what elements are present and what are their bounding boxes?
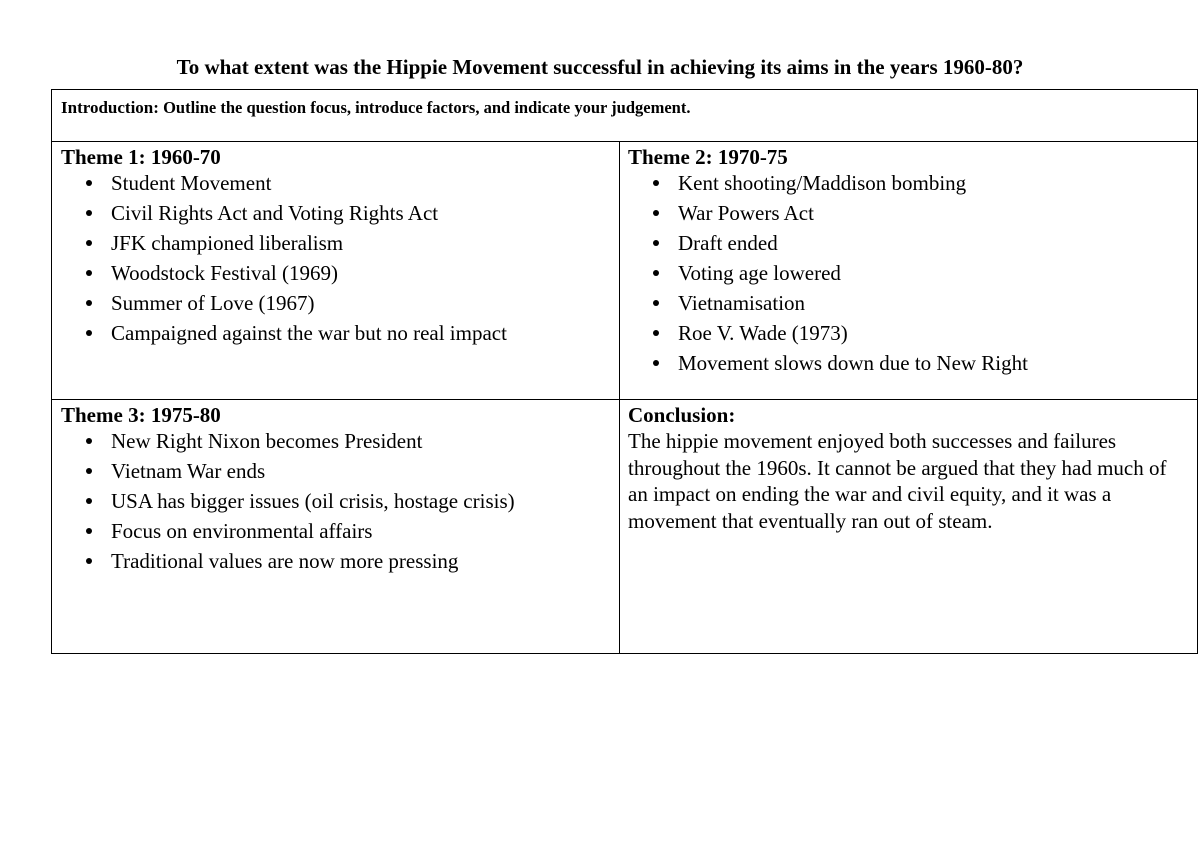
bullet-icon <box>653 240 659 246</box>
bullet-icon <box>86 300 92 306</box>
list-item-text: Vietnam War ends <box>111 459 266 483</box>
list-item-text: Draft ended <box>678 231 778 255</box>
introduction-cell <box>52 90 1197 142</box>
theme1-cell <box>52 142 620 400</box>
list-item <box>653 228 1189 258</box>
theme3-heading: Theme 3: 1975-80 <box>61 403 221 427</box>
bullet-icon <box>86 558 92 564</box>
bullet-icon <box>653 210 659 216</box>
bullet-icon <box>86 180 92 186</box>
theme2-list <box>628 168 1189 378</box>
list-item-text: New Right Nixon becomes President <box>111 429 423 453</box>
bullet-icon <box>86 240 92 246</box>
list-item <box>86 228 611 258</box>
list-item <box>86 456 611 486</box>
list-item-text: War Powers Act <box>678 201 814 225</box>
theme2-heading: Theme 2: 1970-75 <box>628 145 788 169</box>
bullet-icon <box>653 330 659 336</box>
bullet-icon <box>86 270 92 276</box>
conclusion-heading: Conclusion: <box>628 403 736 427</box>
list-item <box>653 318 1189 348</box>
bullet-icon <box>86 498 92 504</box>
bullet-icon <box>86 210 92 216</box>
list-item-text: Campaigned against the war but no real impact <box>111 321 507 345</box>
list-item-text: Focus on environmental affairs <box>111 519 373 543</box>
bullet-icon <box>653 270 659 276</box>
theme1-list <box>61 168 611 348</box>
page-title: To what extent was the Hippie Movement successful in achieving its aims in the years 1960-80? <box>176 55 1024 79</box>
list-item <box>653 198 1189 228</box>
list-item-text: Roe V. Wade (1973) <box>678 321 848 345</box>
list-item <box>653 288 1189 318</box>
bullet-icon <box>86 330 92 336</box>
list-item-text: Summer of Love (1967) <box>111 291 315 315</box>
introduction-label: Introduction: <box>61 98 159 117</box>
list-item-text: Kent shooting/Maddison bombing <box>678 171 967 195</box>
theme3-cell <box>52 400 620 653</box>
list-item <box>86 516 611 546</box>
theme2-cell <box>620 142 1197 400</box>
theme1-heading: Theme 1: 1960-70 <box>61 145 221 169</box>
list-item <box>86 168 611 198</box>
list-item-text: JFK championed liberalism <box>111 231 344 255</box>
list-item <box>86 318 611 348</box>
list-item-text: Movement slows down due to New Right <box>678 351 1028 375</box>
introduction-text: Outline the question focus, introduce factors, and indicate your judgement. <box>158 98 691 117</box>
list-item-text: Voting age lowered <box>678 261 841 285</box>
bullet-icon <box>653 300 659 306</box>
conclusion-text: The hippie movement enjoyed both successes and failures throughout the 1960s. It cannot be argued that they had much of an impact on ending the war and civil equity, and it was a movement that eventually ran out of steam. <box>628 429 1167 533</box>
list-item <box>86 546 611 576</box>
list-item <box>653 168 1189 198</box>
list-item <box>86 288 611 318</box>
list-item-text: Student Movement <box>111 171 272 195</box>
conclusion-cell <box>620 400 1197 653</box>
list-item <box>653 348 1189 378</box>
bullet-icon <box>653 180 659 186</box>
essay-plan-table <box>51 89 1198 654</box>
bullet-icon <box>86 468 92 474</box>
list-item <box>86 198 611 228</box>
bullet-icon <box>86 528 92 534</box>
list-item-text: Woodstock Festival (1969) <box>111 261 338 285</box>
bullet-icon <box>653 360 659 366</box>
list-item <box>653 258 1189 288</box>
list-item-text: Traditional values are now more pressing <box>111 549 459 573</box>
list-item-text: Civil Rights Act and Voting Rights Act <box>111 201 439 225</box>
list-item-text: USA has bigger issues (oil crisis, hostage crisis) <box>111 489 515 513</box>
list-item-text: Vietnamisation <box>678 291 806 315</box>
theme3-list <box>61 426 611 576</box>
list-item <box>86 258 611 288</box>
bullet-icon <box>86 438 92 444</box>
list-item <box>86 426 611 456</box>
list-item <box>86 486 611 516</box>
